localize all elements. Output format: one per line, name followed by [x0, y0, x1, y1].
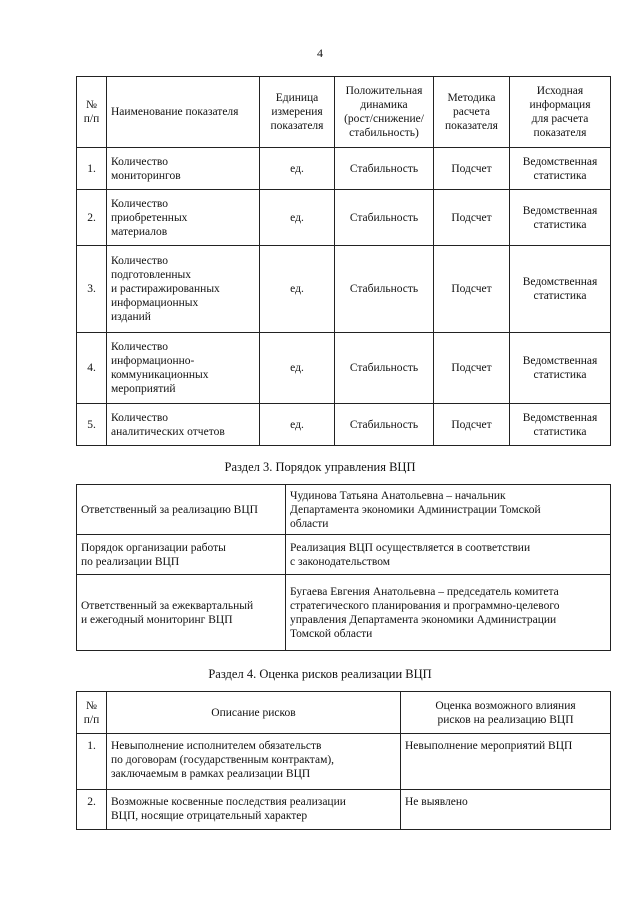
management-label: Ответственный за реализацию ВЦП: [77, 485, 286, 535]
indicator-dynamics: Стабильность: [335, 246, 434, 333]
header-method: Методика расчета показателя: [434, 77, 510, 148]
indicator-source: Ведомственная статистика: [510, 333, 611, 404]
header-source: Исходная информация для расчета показателя: [510, 77, 611, 148]
table-row: [77, 148, 611, 190]
indicators-table: [76, 76, 611, 446]
row-number: 1.: [77, 148, 107, 190]
table-row: [77, 190, 611, 246]
table-row: [77, 246, 611, 333]
header-unit: Единица измерения показателя: [260, 77, 335, 148]
section4-title: Раздел 4. Оценка рисков реализации ВЦП: [208, 667, 432, 681]
indicator-source: Ведомственная статистика: [510, 404, 611, 446]
row-number: 4.: [77, 333, 107, 404]
indicators-header-row: [77, 77, 611, 148]
risks-header-impact: Оценка возможного влияния рисков на реализацию ВЦП: [401, 692, 611, 734]
indicator-name: Количество мониторингов: [107, 148, 260, 190]
risk-impact: Невыполнение мероприятий ВЦП: [401, 734, 611, 790]
management-value: Реализация ВЦП осуществляется в соответствии с законодательством: [286, 535, 611, 575]
row-number: 2.: [77, 190, 107, 246]
table-row: [77, 734, 611, 790]
header-dynamics: Положительная динамика (рост/снижение/ стабильность): [335, 77, 434, 148]
indicator-method: Подсчет: [434, 404, 510, 446]
management-label: Ответственный за ежеквартальный и ежегодный мониторинг ВЦП: [77, 575, 286, 651]
header-number: [77, 77, 107, 148]
page-number: 4: [317, 46, 323, 60]
indicator-dynamics: Стабильность: [335, 148, 434, 190]
table-row: [77, 333, 611, 404]
management-value: Бугаева Евгения Анатольевна – председатель комитета стратегического планирования и программно-целевого управления Департамента экономики Администрации Томской области: [286, 575, 611, 651]
indicator-method: Подсчет: [434, 246, 510, 333]
row-number: 3.: [77, 246, 107, 333]
risk-impact: Не выявлено: [401, 790, 611, 830]
indicator-name: Количество аналитических отчетов: [107, 404, 260, 446]
indicator-source: Ведомственная статистика: [510, 246, 611, 333]
indicator-dynamics: Стабильность: [335, 404, 434, 446]
indicator-method: Подсчет: [434, 148, 510, 190]
risks-table: [76, 691, 611, 830]
indicator-source: Ведомственная статистика: [510, 148, 611, 190]
indicator-unit: ед.: [260, 190, 335, 246]
table-row: [77, 404, 611, 446]
row-number: 5.: [77, 404, 107, 446]
indicator-source: Ведомственная статистика: [510, 190, 611, 246]
risk-description: Невыполнение исполнителем обязательств по договорам (государственным контрактам), заключаемым в рамках реализации ВЦП: [107, 734, 401, 790]
indicator-unit: ед.: [260, 148, 335, 190]
risks-header-row: [77, 692, 611, 734]
management-table: [76, 484, 611, 651]
management-value: Чудинова Татьяна Анатольевна – начальник Департамента экономики Администрации Томской области: [286, 485, 611, 535]
indicator-name: Количество информационно- коммуникационных мероприятий: [107, 333, 260, 404]
indicator-name: Количество приобретенных материалов: [107, 190, 260, 246]
header-indicator-name: Наименование показателя: [107, 77, 260, 148]
indicator-dynamics: Стабильность: [335, 333, 434, 404]
indicator-method: Подсчет: [434, 333, 510, 404]
indicator-method: Подсчет: [434, 190, 510, 246]
risk-number: 2.: [77, 790, 107, 830]
risk-number: 1.: [77, 734, 107, 790]
indicator-name: Количество подготовленных и растиражированных информационных изданий: [107, 246, 260, 333]
risk-description: Возможные косвенные последствия реализации ВЦП, носящие отрицательный характер: [107, 790, 401, 830]
indicator-unit: ед.: [260, 404, 335, 446]
indicator-unit: ед.: [260, 333, 335, 404]
section3-title: Раздел 3. Порядок управления ВЦП: [224, 460, 416, 474]
indicator-dynamics: Стабильность: [335, 190, 434, 246]
risks-header-number: № п/п: [77, 692, 107, 734]
indicator-unit: ед.: [260, 246, 335, 333]
risks-header-description: Описание рисков: [107, 692, 401, 734]
table-row: [77, 790, 611, 830]
header-number-line1: № п/п: [83, 99, 100, 125]
table-row: [77, 485, 611, 535]
management-label: Порядок организации работы по реализации ВЦП: [77, 535, 286, 575]
table-row: [77, 535, 611, 575]
table-row: [77, 575, 611, 651]
